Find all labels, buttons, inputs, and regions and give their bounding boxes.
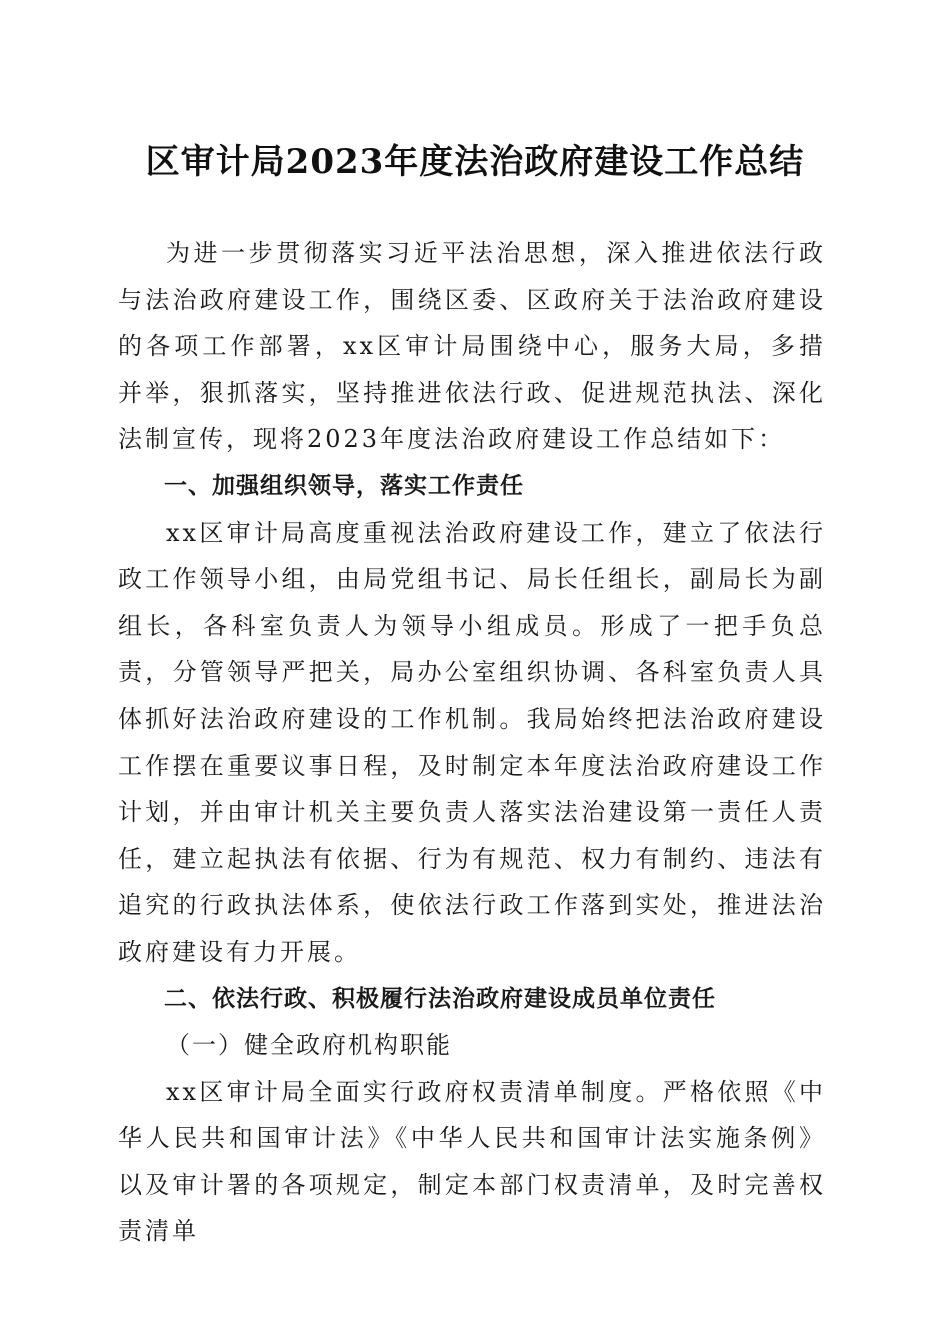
intro-paragraph: 为进一步贯彻落实习近平法治思想，深入推进依法行政与法治政府建设工作，围绕区委、区政府关于法治政府建设的各项工作部署，xx区审计局围绕中心，服务大局，多措并举，狠抓落实，坚持推进依法行政、促进规范执法、深化法制宣传，现将2023年度法治政府建设工作总结如下： — [118, 239, 826, 454]
section-2-heading: 二、依法行政、积极履行法治政府建设成员单位责任 — [164, 985, 716, 1012]
document-body — [118, 230, 826, 1255]
document-title: 区审计局2023年度法治政府建设工作总结 — [145, 142, 805, 182]
subsection-1-paragraph: xx区审计局全面实行政府权责清单制度。严格依照《中华人民共和国审计法》《中华人民共和国审计法实施条例》以及审计署的各项规定，制定本部门权责清单，及时完善权责清单 — [118, 1077, 826, 1246]
section-1-heading: 一、加强组织领导，落实工作责任 — [164, 472, 524, 499]
section-1-paragraph: xx区审计局高度重视法治政府建设工作，建立了依法行政工作领导小组，由局党组书记、局长任组长，副局长为副组长，各科室负责人为领导小组成员。形成了一把手负总责，分管领导严把关，局办公室组织协调、各科室负责人具体抓好法治政府建设的工作机制。我局始终把法治政府建设工作摆在重要议事日程，及时制定本年度法治政府建设工作计划，并由审计机关主要负责人落实法治建设第一责任人责任，建立起执法有依据、行为有规范、权力有制约、违法有追究的行政执法体系，使依法行政工作落到实处，推进法治政府建设有力开展。 — [118, 518, 826, 966]
subsection-1-heading: （一）健全政府机构职能 — [166, 1031, 452, 1060]
